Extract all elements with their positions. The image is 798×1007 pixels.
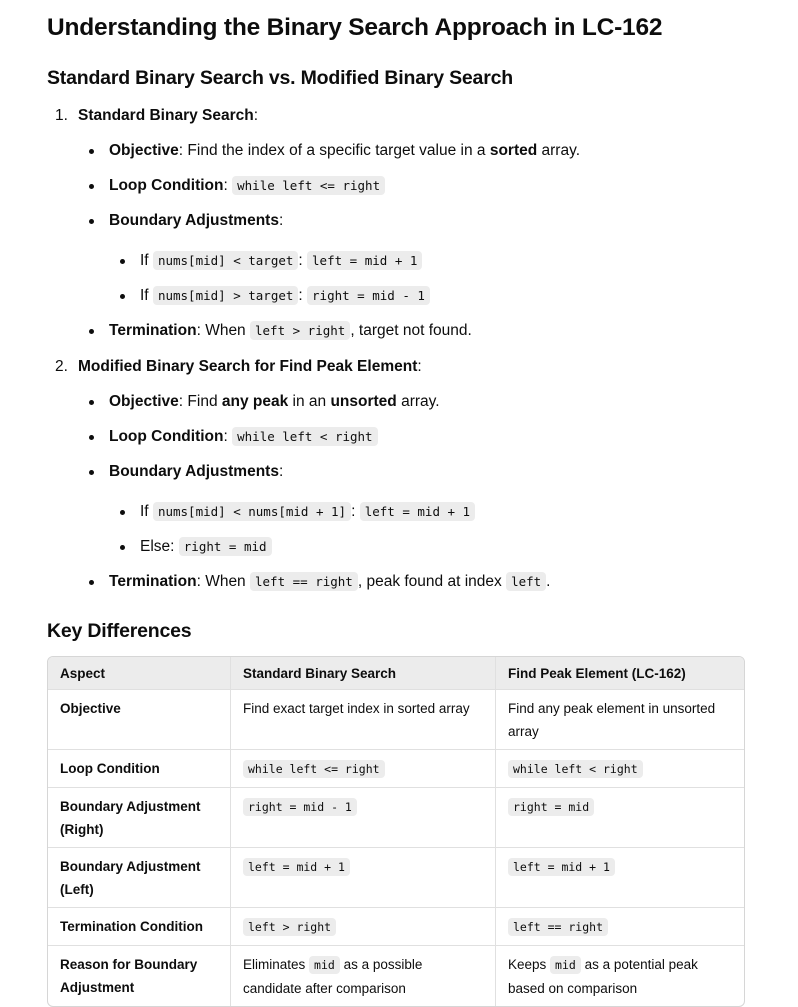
- bullet-icon: [89, 184, 94, 189]
- column-header: Aspect: [48, 657, 231, 690]
- objective-line: Objective: Find any peak in an unsorted array.: [109, 393, 440, 410]
- table-row: [48, 690, 744, 750]
- list-number: 2.: [55, 358, 68, 375]
- bullet-icon: [89, 219, 94, 224]
- table-row: [48, 946, 744, 1006]
- page-title: Understanding the Binary Search Approach in LC-162: [47, 14, 663, 41]
- table-row: [48, 908, 744, 946]
- bullet-icon: [89, 329, 94, 334]
- sub-item: If nums[mid] < nums[mid + 1] : left = mid + 1: [140, 502, 475, 522]
- aspect-cell: Objective: [48, 690, 231, 750]
- column-header: Standard Binary Search: [231, 657, 496, 690]
- code-snippet: while left <= right: [232, 176, 385, 195]
- differences-table: [47, 656, 745, 1007]
- aspect-cell: Boundary Adjustment (Left): [48, 848, 231, 908]
- code-snippet: right = mid - 1: [243, 798, 357, 816]
- bullet-icon: [89, 470, 94, 475]
- loop-condition-line: Loop Condition: while left < right: [109, 427, 378, 447]
- aspect-cell: Boundary Adjustment (Right): [48, 788, 231, 848]
- objective-line: Objective: Find the index of a specific target value in a sorted array.: [109, 142, 580, 159]
- standard-cell: [231, 750, 496, 788]
- standard-cell: Find exact target index in sorted array: [231, 690, 496, 750]
- aspect-cell: Termination Condition: [48, 908, 231, 946]
- code-snippet: while left < right: [508, 760, 643, 778]
- peak-cell: Keeps mid as a potential peak based on comparison: [508, 957, 698, 996]
- code-snippet: nums[mid] < target: [153, 251, 298, 270]
- peak-cell: [496, 750, 744, 788]
- code-snippet: right = mid: [508, 798, 594, 816]
- code-snippet: left == right: [508, 918, 608, 936]
- bullet-icon: [89, 149, 94, 154]
- bullet-icon: [89, 580, 94, 585]
- code-snippet: while left < right: [232, 427, 377, 446]
- table-row: [48, 788, 744, 848]
- table-row: [48, 750, 744, 788]
- code-snippet: left = mid + 1: [243, 858, 350, 876]
- code-snippet: nums[mid] < nums[mid + 1]: [153, 502, 351, 521]
- bullet-icon: [120, 259, 125, 264]
- list-item-title: Standard Binary Search:: [78, 107, 259, 124]
- peak-cell: [496, 848, 744, 908]
- bullet-icon: [120, 510, 125, 515]
- table-header-row: [48, 657, 744, 690]
- code-snippet: left > right: [250, 321, 350, 340]
- code-snippet: left = mid + 1: [307, 251, 422, 270]
- code-snippet: left = mid + 1: [360, 502, 475, 521]
- code-snippet: while left <= right: [243, 760, 385, 778]
- bullet-icon: [120, 545, 125, 550]
- code-snippet: nums[mid] > target: [153, 286, 298, 305]
- standard-cell: Eliminates mid as a possible candidate after comparison: [231, 946, 496, 1006]
- bullet-icon: [89, 435, 94, 440]
- section-heading-comparison: Standard Binary Search vs. Modified Binary Search: [47, 67, 513, 89]
- code-snippet: mid: [550, 956, 581, 974]
- termination-line: Termination: When left > right , target not found.: [109, 322, 472, 339]
- code-snippet: mid: [309, 956, 340, 974]
- boundary-line: Boundary Adjustments:: [109, 463, 284, 480]
- standard-cell: [231, 788, 496, 848]
- peak-cell: Find any peak element in unsorted array: [496, 690, 744, 750]
- termination-line: Termination: When left == right , peak found at index left .: [109, 573, 551, 590]
- code-snippet: right = mid: [179, 537, 272, 556]
- standard-cell: [231, 848, 496, 908]
- code-snippet: left = mid + 1: [508, 858, 615, 876]
- bullet-icon: [120, 294, 125, 299]
- peak-cell: [496, 788, 744, 848]
- loop-condition-line: Loop Condition: while left <= right: [109, 176, 385, 196]
- standard-cell: [231, 908, 496, 946]
- table-row: [48, 848, 744, 908]
- code-snippet: left == right: [250, 572, 358, 591]
- sub-item: If nums[mid] < target : left = mid + 1: [140, 251, 422, 271]
- sub-item: Else: right = mid: [140, 537, 272, 557]
- aspect-cell: Loop Condition: [48, 750, 231, 788]
- list-item-title: Modified Binary Search for Find Peak Element:: [78, 358, 422, 375]
- code-snippet: right = mid - 1: [307, 286, 430, 305]
- section-heading-key-differences: Key Differences: [47, 620, 192, 642]
- peak-cell: [496, 908, 744, 946]
- column-header: Find Peak Element (LC-162): [496, 657, 744, 690]
- sub-item: If nums[mid] > target : right = mid - 1: [140, 286, 430, 306]
- bullet-icon: [89, 400, 94, 405]
- list-number: 1.: [55, 107, 68, 124]
- code-snippet: left: [506, 572, 546, 591]
- boundary-line: Boundary Adjustments:: [109, 212, 284, 229]
- aspect-cell: Reason for Boundary Adjustment: [48, 946, 231, 1006]
- code-snippet: left > right: [243, 918, 336, 936]
